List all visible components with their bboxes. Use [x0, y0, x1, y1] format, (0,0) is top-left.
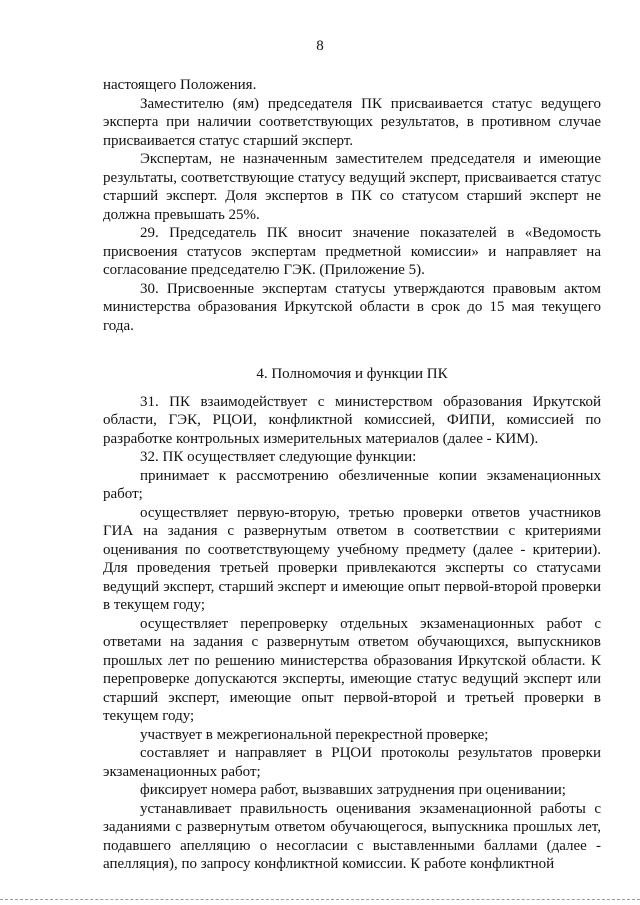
page-number: 8	[316, 38, 324, 54]
paragraph: принимает к рассмотрению обезличенные копии экзаменационных работ;	[103, 467, 601, 502]
paragraph: 29. Председатель ПК вносит значение показателей в «Ведомость присвоения статусов экспертам предметной комиссии» и направляет на согласование председателю ГЭК. (Приложение 5).	[103, 225, 601, 278]
paragraphs-after-heading	[103, 393, 601, 874]
paragraph: участвует в межрегиональной перекрестной проверке;	[140, 726, 489, 743]
paragraphs-before-heading	[103, 76, 601, 335]
section-heading: 4. Полномочия и функции ПК	[256, 366, 448, 382]
paragraph: фиксирует номера работ, вызвавших затруднения при оценивании;	[140, 782, 566, 798]
paragraph: устанавливает правильность оценивания экзаменационной работы с заданиями с развернутым ответом обучающегося, выпускника прошлых лет, подавшего апелляцию о несогласии с выставленными баллами (далее - апелляция), по запросу конфликтной комиссии. К работе конфликтной	[103, 800, 601, 872]
paragraph: Заместителю (ям) председателя ПК присваивается статус ведущего эксперта при наличии соответствующих результатов, в противном случае присваивается статус старший эксперт.	[103, 95, 601, 149]
paragraph: составляет и направляет в РЦОИ протоколы результатов проверки экзаменационных работ;	[103, 745, 601, 780]
paragraph: настоящего Положения.	[103, 77, 257, 93]
paragraph: осуществляет перепроверку отдельных экзаменационных работ с ответами на задания с развернутым ответом обучающихся, выпускников прошлых лет по решению министерства образования Иркутской области. К перепроверке допускаются эксперты, имеющие статус ведущий эксперт или старший эксперт, имеющие опыт первой-второй и третьей проверки в текущем году;	[103, 615, 601, 724]
paragraph: 30. Присвоенные экспертам статусы утверждаются правовым актом министерства образования Иркутской области в срок до 15 мая текущего года.	[103, 280, 601, 334]
paragraph: Экспертам, не назначенным заместителем председателя и имеющие результаты, соответствующие статусу ведущий эксперт, присваивается статус старший эксперт. Доля экспертов в ПК со статусом старший эксперт не должна превышать 25%.	[103, 151, 601, 223]
document-body	[103, 76, 601, 874]
scan-edge-line	[0, 899, 640, 901]
paragraph: осуществляет первую-вторую, третью проверки ответов участников ГИА на задания с развернутым ответом в соответствии с критериями оценивания по соответствующему учебному предмету (далее - критерии). Для проведения третьей проверки привлекаются эксперты со статусами ведущий эксперт, старший эксперт и имеющие опыт первой-второй проверки в текущем году;	[103, 504, 601, 613]
paragraph: 32. ПК осуществляет следующие функции:	[140, 449, 417, 465]
paragraph: 31. ПК взаимодействует с министерством образования Иркутской области, ГЭК, РЦОИ, конфликтной комиссией, ФИПИ, комиссией по разработке контрольных измерительных материалов (далее - КИМ).	[103, 393, 601, 447]
